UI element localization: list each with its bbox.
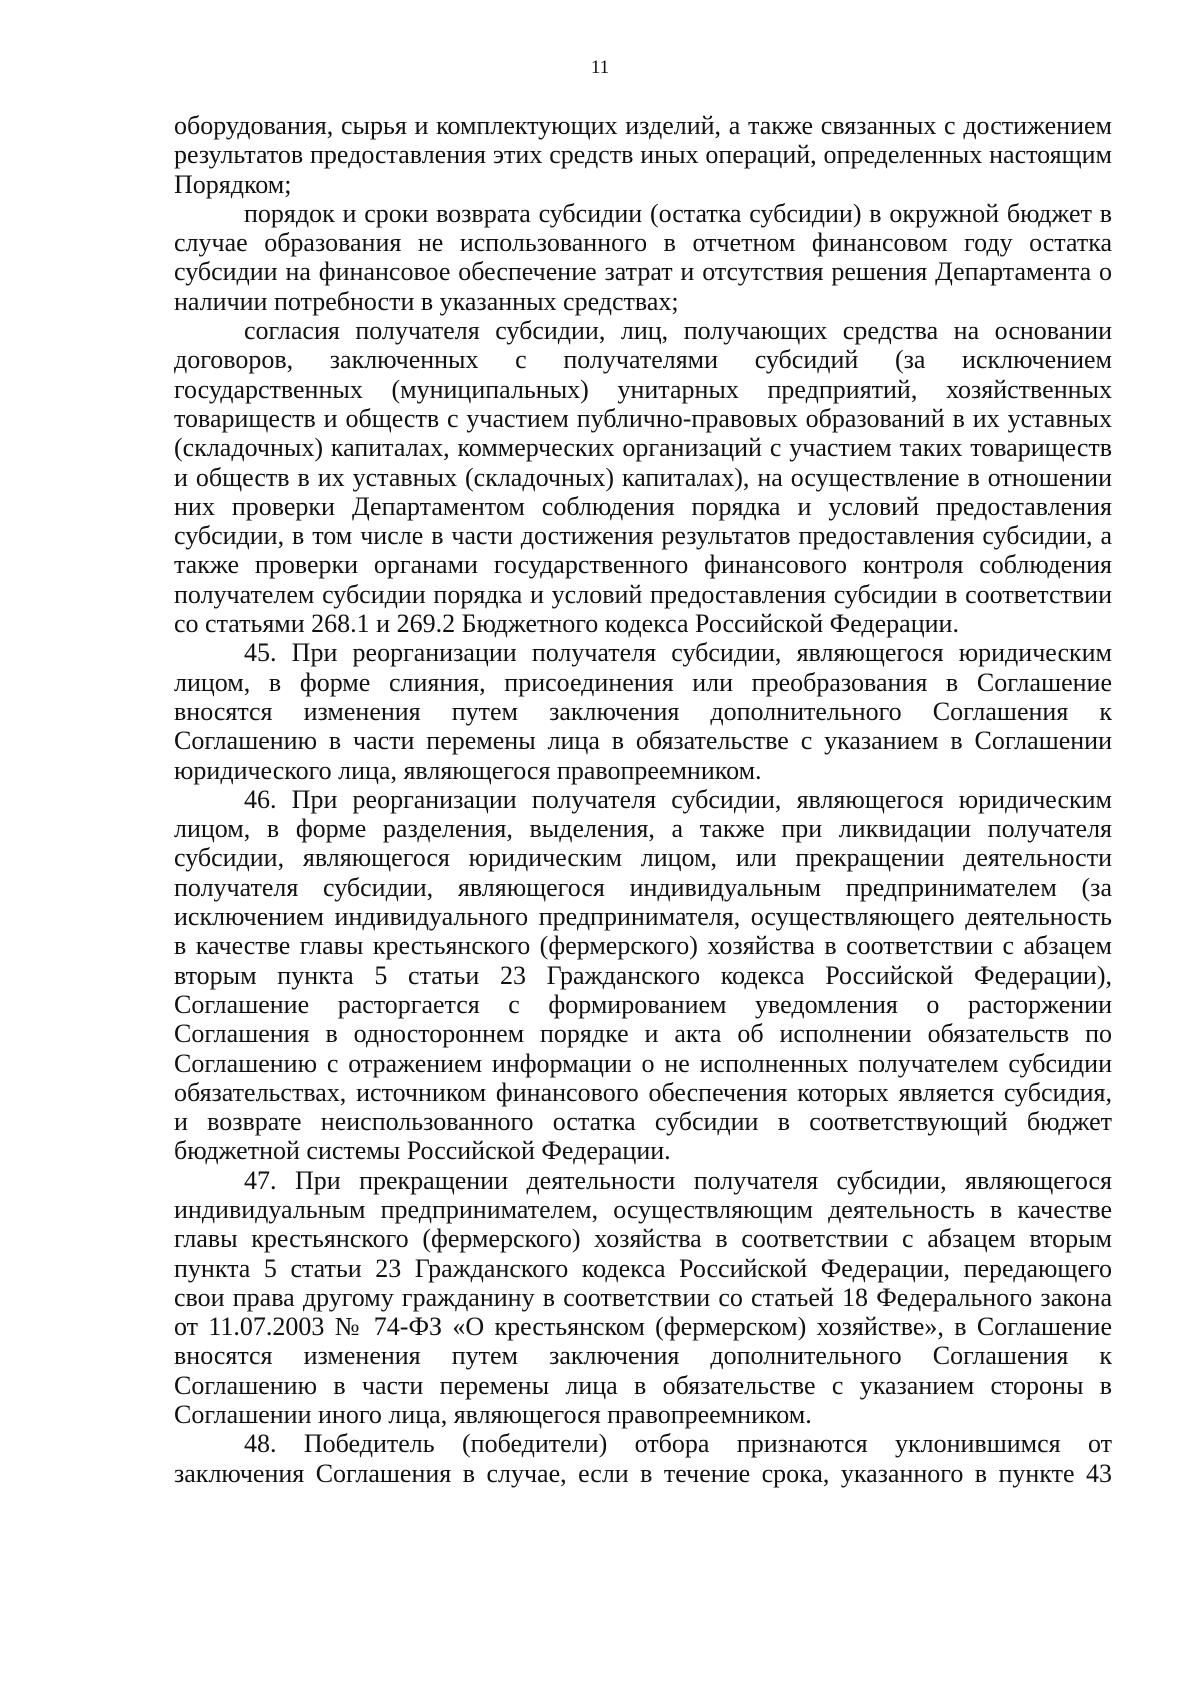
paragraph-46-liquidation: 46. При реорганизации получателя субсидии, являющегося юридическим лицом, в форме разделения, выделения, а также при ликвидации получателя субсидии, являющегося юридическим лицом, или прекращении деятельности получателя субсидии, являющегося индивидуальным предпринимателем (за исключением индивидуального предпринимателя, осуществляющего деятельность в качестве главы крестьянского (фермерского) хозяйства в соответствии с абзацем вторым пункта 5 статьи 23 Гражданского кодекса Российской Федерации), Соглашение расторгается с формированием уведомления о расторжении Соглашения в одностороннем порядке и акта об исполнении обязательств по Соглашению с отражением информации о не исполненных получателем субсидии обязательствах, источником финансового обеспечения которых является субсидия, и возврате неиспользованного остатка субсидии в соответствующий бюджет бюджетной системы Российской Федерации. bbox=[174, 784, 1112, 1166]
paragraph-recipient-consent: согласия получателя субсидии, лиц, получающих средства на основании договоров, заключенных с получателями субсидий (за исключением государственных (муниципальных) унитарных предприятий, хозяйственных товариществ и обществ с участием публично-правовых образований в их уставных (складочных) капиталах, коммерческих организаций с участием таких товариществ и обществ в их уставных (складочных) капиталах), на осуществление в отношении них проверки Департаментом соблюдения порядка и условий предоставления субсидии, в том числе в части достижения результатов предоставления субсидии, а также проверки органами государственного финансового контроля соблюдения получателем субсидии порядка и условий предоставления субсидии в соответствии со статьями 268.1 и 269.2 Бюджетного кодекса Российской Федерации. bbox=[174, 316, 1112, 639]
paragraph-equipment-continuation: оборудования, сырья и комплектующих изделий, а также связанных с достижением результатов предоставления этих средств иных операций, определенных настоящим Порядком; bbox=[174, 111, 1112, 199]
paragraph-45-merger: 45. При реорганизации получателя субсидии, являющегося юридическим лицом, в форме слияния, присоединения или преобразования в Соглашение вносятся изменения путем заключения дополнительного Соглашения к Соглашению в части перемены лица в обязательстве с указанием в Соглашении юридического лица, являющегося правопреемником. bbox=[174, 638, 1112, 785]
document-body bbox=[174, 111, 1112, 1488]
paragraph-subsidy-return: порядок и сроки возврата субсидии (остатка субсидии) в окружной бюджет в случае образования не использованного в отчетном финансовом году остатка субсидии на финансовое обеспечение затрат и отсутствия решения Департамента о наличии потребности в указанных средствах; bbox=[174, 198, 1112, 316]
page-number: 11 bbox=[590, 57, 610, 78]
paragraph-47-farm-transfer: 47. При прекращении деятельности получателя субсидии, являющегося индивидуальным предпринимателем, осуществляющим деятельность в качестве главы крестьянского (фермерского) хозяйства в соответствии с абзацем вторым пункта 5 статьи 23 Гражданского кодекса Российской Федерации, передающего свои права другому гражданину в соответствии со статьей 18 Федерального закона от 11.07.2003 № 74-ФЗ «О крестьянском (фермерском) хозяйстве», в Соглашение вносятся изменения путем заключения дополнительного Соглашения к Соглашению в части перемены лица в обязательстве с указанием стороны в Соглашении иного лица, являющегося правопреемником. bbox=[174, 1165, 1112, 1430]
paragraph-48-winner-evasion: 48. Победитель (победители) отбора признаются уклонившимся от заключения Соглашения в случае, если в течение срока, указанного в пункте 43 bbox=[174, 1429, 1112, 1488]
